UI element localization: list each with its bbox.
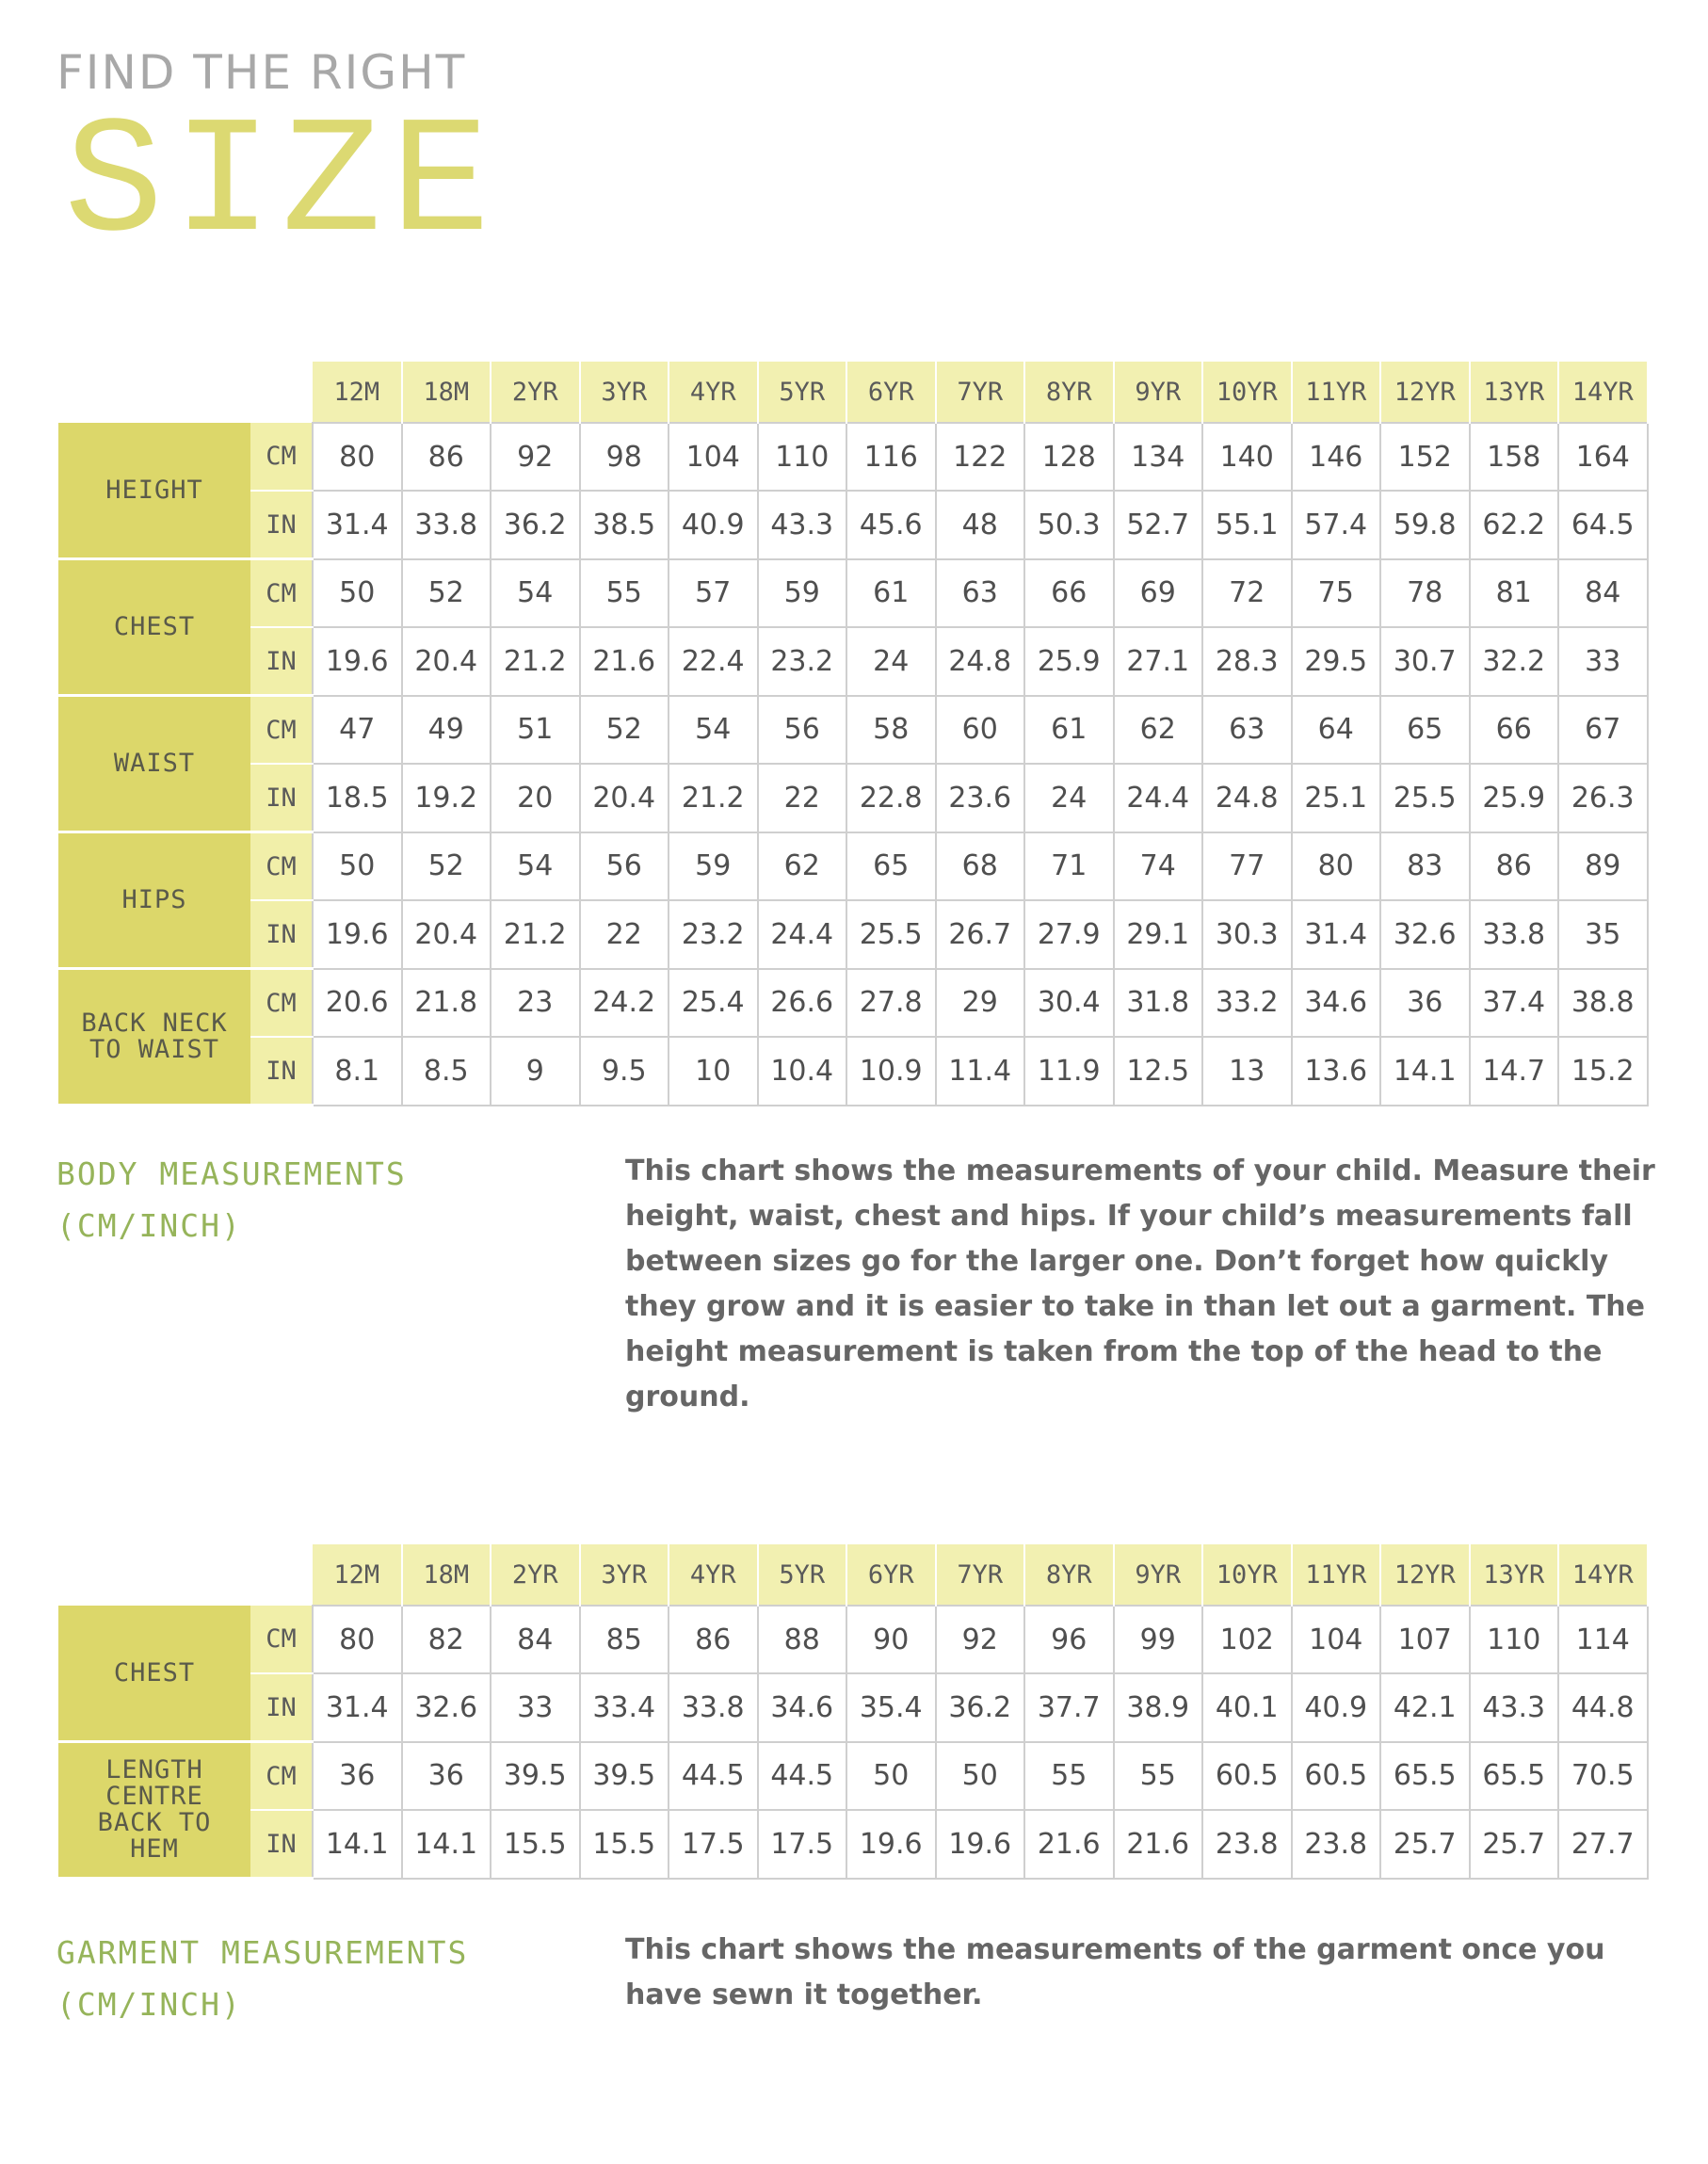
- measurement-cell: 66: [1024, 559, 1114, 628]
- measurement-cell: 78: [1380, 559, 1470, 628]
- measurement-cell: 80: [313, 423, 402, 491]
- measurement-label: [58, 696, 250, 832]
- unit-label: CM: [250, 832, 313, 901]
- size-header: 2YR: [491, 362, 580, 423]
- measurement-cell: 74: [1114, 832, 1203, 901]
- measurement-label-text: CHEST: [113, 612, 196, 641]
- measurement-cell: 21.8: [402, 969, 491, 1038]
- measurement-cell: 25.5: [846, 900, 936, 969]
- measurement-cell: 65.5: [1470, 1742, 1559, 1811]
- garment-caption-title: GARMENT MEASUREMENTS: [56, 1934, 469, 1971]
- measurement-cell: 52.7: [1114, 491, 1203, 559]
- measurement-cell: 63: [936, 559, 1025, 628]
- measurement-cell: 31.4: [313, 491, 402, 559]
- page-kicker: FIND THE RIGHT: [56, 45, 467, 100]
- measurement-label: [58, 559, 250, 696]
- measurement-cell: 10: [669, 1037, 758, 1106]
- table-row: [58, 900, 1648, 969]
- measurement-cell: 61: [1024, 696, 1114, 765]
- measurement-cell: 13: [1202, 1037, 1292, 1106]
- measurement-cell: 30.7: [1380, 627, 1470, 696]
- measurement-cell: 57.4: [1292, 491, 1381, 559]
- measurement-cell: 36.2: [491, 491, 580, 559]
- measurement-cell: 35: [1558, 900, 1648, 969]
- measurement-cell: 10.9: [846, 1037, 936, 1106]
- measurement-cell: 64.5: [1558, 491, 1648, 559]
- measurement-cell: 62.2: [1470, 491, 1559, 559]
- size-header: 3YR: [580, 1544, 669, 1606]
- measurement-cell: 99: [1114, 1606, 1203, 1673]
- measurement-cell: 44.5: [758, 1742, 847, 1811]
- measurement-cell: 17.5: [669, 1810, 758, 1879]
- measurement-cell: 27.1: [1114, 627, 1203, 696]
- measurement-cell: 24.4: [1114, 764, 1203, 832]
- body-caption: [56, 1148, 407, 1252]
- measurement-cell: 98: [580, 423, 669, 491]
- measurement-cell: 27.7: [1558, 1810, 1648, 1879]
- measurement-cell: 43.3: [758, 491, 847, 559]
- garment-description: This chart shows the measurements of the garment once you have sewn it together.: [625, 1933, 1605, 2011]
- measurement-cell: 14.1: [313, 1810, 402, 1879]
- measurement-cell: 12.5: [1114, 1037, 1203, 1106]
- measurement-cell: 24.8: [936, 627, 1025, 696]
- measurement-cell: 60.5: [1292, 1742, 1381, 1811]
- unit-label: IN: [250, 900, 313, 969]
- measurement-cell: 37.7: [1024, 1673, 1114, 1742]
- measurement-cell: 92: [491, 423, 580, 491]
- table-row: [58, 696, 1648, 765]
- measurement-cell: 24.4: [758, 900, 847, 969]
- measurement-cell: 82: [402, 1606, 491, 1673]
- measurement-cell: 36.2: [936, 1673, 1025, 1742]
- measurement-cell: 36: [402, 1742, 491, 1811]
- page-title: SIZE: [64, 90, 500, 279]
- size-header: 6YR: [846, 1544, 936, 1606]
- table-row: [58, 969, 1648, 1038]
- measurement-cell: 21.2: [491, 627, 580, 696]
- measurement-cell: 34.6: [1292, 969, 1381, 1038]
- measurement-cell: 89: [1558, 832, 1648, 901]
- measurement-cell: 22: [580, 900, 669, 969]
- measurement-cell: 23.8: [1202, 1810, 1292, 1879]
- measurement-label: [58, 423, 250, 559]
- size-header: 10YR: [1202, 1544, 1292, 1606]
- measurement-label-text: BACK NECK TO WAIST: [81, 1009, 228, 1064]
- measurement-cell: 45.6: [846, 491, 936, 559]
- measurement-cell: 21.6: [580, 627, 669, 696]
- measurement-cell: 92: [936, 1606, 1025, 1673]
- size-header: 9YR: [1114, 1544, 1203, 1606]
- garment-caption: [56, 1927, 468, 2030]
- header-spacer: [58, 1544, 250, 1606]
- size-header: 7YR: [936, 362, 1025, 423]
- size-header: 13YR: [1470, 1544, 1559, 1606]
- measurement-cell: 29.1: [1114, 900, 1203, 969]
- table-row: [58, 423, 1648, 491]
- measurement-cell: 19.6: [313, 627, 402, 696]
- measurement-cell: 30.4: [1024, 969, 1114, 1038]
- size-header: 7YR: [936, 1544, 1025, 1606]
- measurement-cell: 102: [1202, 1606, 1292, 1673]
- measurement-cell: 62: [758, 832, 847, 901]
- body-caption-unit: (CM/INCH): [56, 1207, 242, 1244]
- measurement-cell: 69: [1114, 559, 1203, 628]
- measurement-cell: 86: [1470, 832, 1559, 901]
- measurement-cell: 33.2: [1202, 969, 1292, 1038]
- measurement-cell: 52: [402, 559, 491, 628]
- measurement-cell: 90: [846, 1606, 936, 1673]
- table-row: [58, 559, 1648, 628]
- size-header: 14YR: [1558, 1544, 1648, 1606]
- unit-label: IN: [250, 764, 313, 832]
- measurement-cell: 38.8: [1558, 969, 1648, 1038]
- measurement-cell: 77: [1202, 832, 1292, 901]
- measurement-cell: 24: [846, 627, 936, 696]
- measurement-cell: 19.6: [313, 900, 402, 969]
- unit-label: CM: [250, 423, 313, 491]
- measurement-cell: 21.6: [1114, 1810, 1203, 1879]
- measurement-cell: 158: [1470, 423, 1559, 491]
- measurement-cell: 25.5: [1380, 764, 1470, 832]
- measurement-cell: 54: [669, 696, 758, 765]
- measurement-cell: 25.9: [1470, 764, 1559, 832]
- size-header: 10YR: [1202, 362, 1292, 423]
- unit-label: CM: [250, 1742, 313, 1811]
- measurement-cell: 72: [1202, 559, 1292, 628]
- measurement-cell: 52: [580, 696, 669, 765]
- table-row: [58, 1606, 1648, 1673]
- measurement-cell: 65: [846, 832, 936, 901]
- measurement-cell: 110: [758, 423, 847, 491]
- size-header: 18M: [402, 362, 491, 423]
- size-header: 12YR: [1380, 362, 1470, 423]
- measurement-cell: 56: [758, 696, 847, 765]
- measurement-cell: 32.2: [1470, 627, 1559, 696]
- measurement-cell: 122: [936, 423, 1025, 491]
- table-row: [58, 1810, 1648, 1879]
- measurement-cell: 33.8: [1470, 900, 1559, 969]
- measurement-cell: 55: [1114, 1742, 1203, 1811]
- measurement-cell: 60: [936, 696, 1025, 765]
- measurement-cell: 71: [1024, 832, 1114, 901]
- measurement-cell: 9.5: [580, 1037, 669, 1106]
- measurement-cell: 27.8: [846, 969, 936, 1038]
- measurement-cell: 66: [1470, 696, 1559, 765]
- measurement-cell: 107: [1380, 1606, 1470, 1673]
- measurement-cell: 47: [313, 696, 402, 765]
- measurement-cell: 9: [491, 1037, 580, 1106]
- measurement-cell: 34.6: [758, 1673, 847, 1742]
- size-header: 5YR: [758, 1544, 847, 1606]
- measurement-label: [58, 1742, 250, 1879]
- size-header: 12M: [313, 362, 402, 423]
- measurement-cell: 33: [491, 1673, 580, 1742]
- measurement-cell: 50: [846, 1742, 936, 1811]
- body-measurements-table: [58, 362, 1649, 1106]
- unit-label: IN: [250, 491, 313, 559]
- measurement-cell: 85: [580, 1606, 669, 1673]
- measurement-cell: 29.5: [1292, 627, 1381, 696]
- measurement-cell: 60.5: [1202, 1742, 1292, 1811]
- measurement-cell: 26.7: [936, 900, 1025, 969]
- unit-label: CM: [250, 1606, 313, 1673]
- size-header: 8YR: [1024, 362, 1114, 423]
- measurement-cell: 17.5: [758, 1810, 847, 1879]
- measurement-cell: 88: [758, 1606, 847, 1673]
- measurement-cell: 63: [1202, 696, 1292, 765]
- measurement-cell: 32.6: [1380, 900, 1470, 969]
- measurement-cell: 68: [936, 832, 1025, 901]
- measurement-cell: 80: [313, 1606, 402, 1673]
- measurement-label-text: HIPS: [121, 885, 187, 914]
- measurement-cell: 14.1: [402, 1810, 491, 1879]
- measurement-cell: 23: [491, 969, 580, 1038]
- measurement-cell: 29: [936, 969, 1025, 1038]
- measurement-cell: 61: [846, 559, 936, 628]
- measurement-cell: 37.4: [1470, 969, 1559, 1038]
- measurement-cell: 15.5: [580, 1810, 669, 1879]
- measurement-cell: 22: [758, 764, 847, 832]
- size-header: 14YR: [1558, 362, 1648, 423]
- measurement-cell: 11.4: [936, 1037, 1025, 1106]
- unit-label: IN: [250, 1810, 313, 1879]
- measurement-cell: 38.9: [1114, 1673, 1203, 1742]
- measurement-cell: 25.7: [1470, 1810, 1559, 1879]
- measurement-cell: 51: [491, 696, 580, 765]
- measurement-cell: 8.1: [313, 1037, 402, 1106]
- size-header: 4YR: [669, 362, 758, 423]
- measurement-cell: 33.8: [669, 1673, 758, 1742]
- measurement-cell: 54: [491, 832, 580, 901]
- measurement-cell: 28.3: [1202, 627, 1292, 696]
- measurement-cell: 40.9: [669, 491, 758, 559]
- measurement-cell: 62: [1114, 696, 1203, 765]
- size-header: 11YR: [1292, 1544, 1381, 1606]
- measurement-cell: 84: [1558, 559, 1648, 628]
- table-row: [58, 491, 1648, 559]
- measurement-cell: 67: [1558, 696, 1648, 765]
- measurement-cell: 110: [1470, 1606, 1559, 1673]
- measurement-label-text: HEIGHT: [105, 475, 203, 505]
- measurement-cell: 86: [669, 1606, 758, 1673]
- measurement-cell: 54: [491, 559, 580, 628]
- measurement-label-text: LENGTH CENTRE BACK TO HEM: [97, 1755, 212, 1864]
- measurement-cell: 56: [580, 832, 669, 901]
- table-row: [58, 1037, 1648, 1106]
- measurement-cell: 86: [402, 423, 491, 491]
- measurement-cell: 65.5: [1380, 1742, 1470, 1811]
- header-spacer: [58, 362, 250, 423]
- measurement-cell: 36: [313, 1742, 402, 1811]
- measurement-cell: 20.4: [402, 627, 491, 696]
- measurement-cell: 164: [1558, 423, 1648, 491]
- size-header: 4YR: [669, 1544, 758, 1606]
- unit-label: IN: [250, 1673, 313, 1742]
- header-spacer: [250, 362, 313, 423]
- measurement-cell: 25.9: [1024, 627, 1114, 696]
- measurement-cell: 80: [1292, 832, 1381, 901]
- measurement-cell: 14.1: [1380, 1037, 1470, 1106]
- table-row: [58, 764, 1648, 832]
- measurement-cell: 116: [846, 423, 936, 491]
- table-row: [58, 1673, 1648, 1742]
- measurement-label-text: WAIST: [113, 749, 196, 778]
- measurement-cell: 36: [1380, 969, 1470, 1038]
- measurement-cell: 64: [1292, 696, 1381, 765]
- measurement-cell: 23.8: [1292, 1810, 1381, 1879]
- measurement-cell: 33.4: [580, 1673, 669, 1742]
- measurement-cell: 14.7: [1470, 1037, 1559, 1106]
- size-header: 18M: [402, 1544, 491, 1606]
- measurement-cell: 26.3: [1558, 764, 1648, 832]
- size-header: 12YR: [1380, 1544, 1470, 1606]
- measurement-cell: 59: [758, 559, 847, 628]
- measurement-cell: 48: [936, 491, 1025, 559]
- measurement-cell: 27.9: [1024, 900, 1114, 969]
- size-header: 5YR: [758, 362, 847, 423]
- unit-label: CM: [250, 969, 313, 1038]
- unit-label: CM: [250, 559, 313, 628]
- measurement-cell: 24.2: [580, 969, 669, 1038]
- measurement-cell: 23.2: [758, 627, 847, 696]
- measurement-cell: 59: [669, 832, 758, 901]
- size-header: 6YR: [846, 362, 936, 423]
- unit-label: IN: [250, 627, 313, 696]
- measurement-label: [58, 832, 250, 969]
- measurement-cell: 24: [1024, 764, 1114, 832]
- measurement-label-text: CHEST: [113, 1657, 196, 1688]
- unit-label: IN: [250, 1037, 313, 1106]
- measurement-cell: 22.4: [669, 627, 758, 696]
- measurement-cell: 40.1: [1202, 1673, 1292, 1742]
- measurement-cell: 55: [580, 559, 669, 628]
- measurement-cell: 13.6: [1292, 1037, 1381, 1106]
- measurement-cell: 50: [936, 1742, 1025, 1811]
- measurement-cell: 114: [1558, 1606, 1648, 1673]
- measurement-cell: 65: [1380, 696, 1470, 765]
- measurement-cell: 55.1: [1202, 491, 1292, 559]
- measurement-cell: 10.4: [758, 1037, 847, 1106]
- measurement-cell: 81: [1470, 559, 1559, 628]
- measurement-cell: 57: [669, 559, 758, 628]
- measurement-cell: 21.2: [491, 900, 580, 969]
- table-row: [58, 1742, 1648, 1811]
- measurement-cell: 20: [491, 764, 580, 832]
- measurement-cell: 20.4: [402, 900, 491, 969]
- measurement-cell: 52: [402, 832, 491, 901]
- size-header: 8YR: [1024, 1544, 1114, 1606]
- measurement-cell: 19.6: [936, 1810, 1025, 1879]
- garment-measurements-table: [58, 1544, 1649, 1880]
- unit-label: CM: [250, 696, 313, 765]
- size-header: 12M: [313, 1544, 402, 1606]
- measurement-cell: 42.1: [1380, 1673, 1470, 1742]
- measurement-cell: 33: [1558, 627, 1648, 696]
- measurement-cell: 49: [402, 696, 491, 765]
- measurement-cell: 24.8: [1202, 764, 1292, 832]
- measurement-cell: 96: [1024, 1606, 1114, 1673]
- measurement-cell: 23.6: [936, 764, 1025, 832]
- measurement-cell: 15.2: [1558, 1037, 1648, 1106]
- size-header: 9YR: [1114, 362, 1203, 423]
- measurement-cell: 21.6: [1024, 1810, 1114, 1879]
- measurement-cell: 152: [1380, 423, 1470, 491]
- measurement-cell: 40.9: [1292, 1673, 1381, 1742]
- measurement-cell: 31.4: [313, 1673, 402, 1742]
- measurement-cell: 39.5: [580, 1742, 669, 1811]
- measurement-cell: 26.6: [758, 969, 847, 1038]
- header-spacer: [250, 1544, 313, 1606]
- measurement-cell: 59.8: [1380, 491, 1470, 559]
- measurement-cell: 39.5: [491, 1742, 580, 1811]
- measurement-cell: 50.3: [1024, 491, 1114, 559]
- measurement-cell: 50: [313, 559, 402, 628]
- measurement-cell: 44.5: [669, 1742, 758, 1811]
- measurement-cell: 22.8: [846, 764, 936, 832]
- measurement-cell: 140: [1202, 423, 1292, 491]
- size-header: 11YR: [1292, 362, 1381, 423]
- measurement-cell: 23.2: [669, 900, 758, 969]
- measurement-cell: 18.5: [313, 764, 402, 832]
- table-row: [58, 832, 1648, 901]
- table-row: [58, 627, 1648, 696]
- measurement-cell: 134: [1114, 423, 1203, 491]
- measurement-cell: 75: [1292, 559, 1381, 628]
- measurement-cell: 104: [669, 423, 758, 491]
- measurement-cell: 19.6: [846, 1810, 936, 1879]
- measurement-cell: 25.4: [669, 969, 758, 1038]
- measurement-cell: 128: [1024, 423, 1114, 491]
- measurement-cell: 35.4: [846, 1673, 936, 1742]
- measurement-cell: 25.7: [1380, 1810, 1470, 1879]
- measurement-cell: 20.4: [580, 764, 669, 832]
- measurement-cell: 104: [1292, 1606, 1381, 1673]
- measurement-cell: 146: [1292, 423, 1381, 491]
- measurement-cell: 38.5: [580, 491, 669, 559]
- measurement-cell: 83: [1380, 832, 1470, 901]
- measurement-cell: 31.4: [1292, 900, 1381, 969]
- measurement-cell: 20.6: [313, 969, 402, 1038]
- measurement-cell: 21.2: [669, 764, 758, 832]
- size-header: 3YR: [580, 362, 669, 423]
- measurement-cell: 55: [1024, 1742, 1114, 1811]
- measurement-cell: 30.3: [1202, 900, 1292, 969]
- measurement-cell: 32.6: [402, 1673, 491, 1742]
- measurement-cell: 84: [491, 1606, 580, 1673]
- size-header: 2YR: [491, 1544, 580, 1606]
- measurement-cell: 58: [846, 696, 936, 765]
- measurement-cell: 8.5: [402, 1037, 491, 1106]
- measurement-cell: 33.8: [402, 491, 491, 559]
- measurement-cell: 43.3: [1470, 1673, 1559, 1742]
- measurement-cell: 11.9: [1024, 1037, 1114, 1106]
- size-header: 13YR: [1470, 362, 1559, 423]
- body-description: This chart shows the measurements of your child. Measure their height, waist, chest and hips. If your child’s measurements fall between sizes go for the larger one. Don’t forget how quickly they grow and it is easier to take in than let out a garment. The height measurement is taken from the top of the head to the ground.: [625, 1155, 1655, 1413]
- measurement-cell: 25.1: [1292, 764, 1381, 832]
- measurement-cell: 70.5: [1558, 1742, 1648, 1811]
- measurement-cell: 15.5: [491, 1810, 580, 1879]
- measurement-cell: 50: [313, 832, 402, 901]
- body-caption-title: BODY MEASUREMENTS: [56, 1155, 407, 1192]
- measurement-label: [58, 969, 250, 1106]
- measurement-cell: 44.8: [1558, 1673, 1648, 1742]
- measurement-cell: 19.2: [402, 764, 491, 832]
- measurement-label: [58, 1606, 250, 1742]
- measurement-cell: 31.8: [1114, 969, 1203, 1038]
- garment-caption-unit: (CM/INCH): [56, 1986, 242, 2023]
